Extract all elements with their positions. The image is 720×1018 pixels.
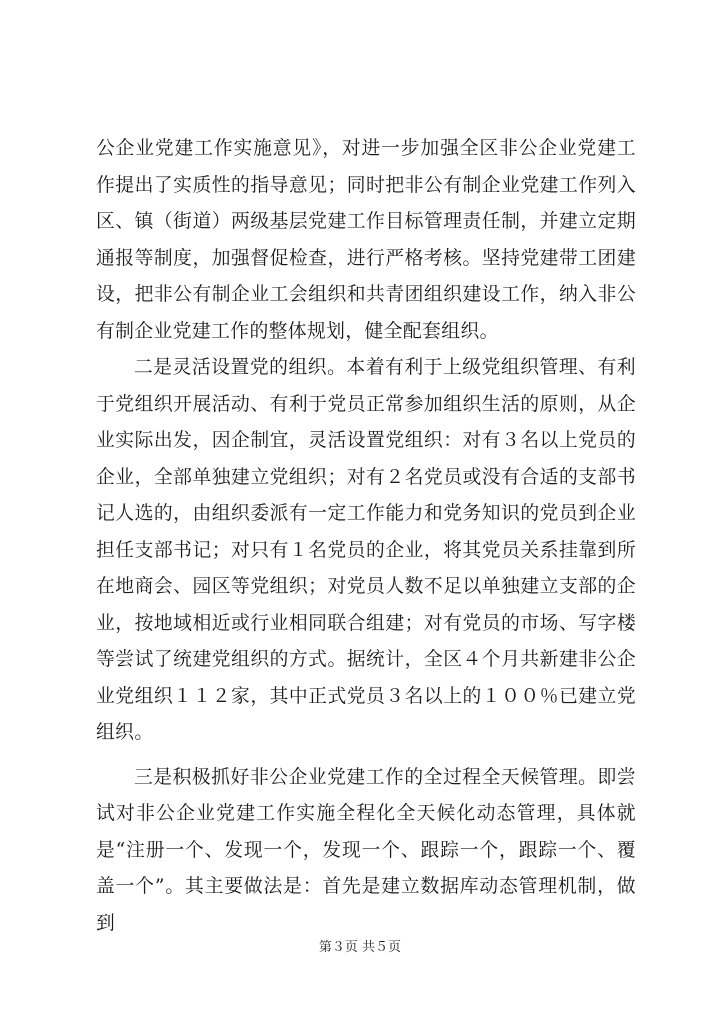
document-body (96, 131, 636, 942)
paragraph-3: 三是积极抓好非公企业党建工作的全过程全天候管理。即尝试对非公企业党建工作实施全程化全天候化动态管理，具体就是“注册一个、发现一个，发现一个、跟踪一个，跟踪一个、覆盖一个”。其主要做法是：首先是建立数据库动态管理机制，做到 (96, 766, 636, 934)
paragraph-2: 二是灵活设置党的组织。本着有利于上级党组织管理、有利于党组织开展活动、有利于党员正常参加组织生活的原则，从企业实际出发，因企制宜，灵活设置党组织：对有３名以上党员的企业，全部单独建立党组织；对有２名党员或没有合适的支部书记人选的，由组织委派有一定工作能力和党务知识的党员到企业担任支部书记；对只有１名党员的企业，将其党员关系挂靠到所在地商会、园区等党组织；对党员人数不足以单独建立支部的企业，按地域相近或行业相同联合组建；对有党员的市场、写字楼等尝试了统建党组织的方式。据统计，全区４个月共新建非公企业党组织１１２家，其中正式党员３名以上的１００％已建立党组织。 (96, 357, 636, 743)
page-footer: 第３页 共５页 (318, 940, 402, 955)
paragraph-1: 公企业党建工作实施意见》，对进一步加强全区非公企业党建工作提出了实质性的指导意见；同时把非公有制企业党建工作列入区、镇（街道）两级基层党建工作目标管理责任制，并建立定期通报等制度，加强督促检查，进行严格考核。坚持党建带工团建设，把非公有制企业工会组织和共青团组织建设工作，纳入非公有制企业党建工作的整体规划，健全配套组织。 (96, 138, 636, 342)
